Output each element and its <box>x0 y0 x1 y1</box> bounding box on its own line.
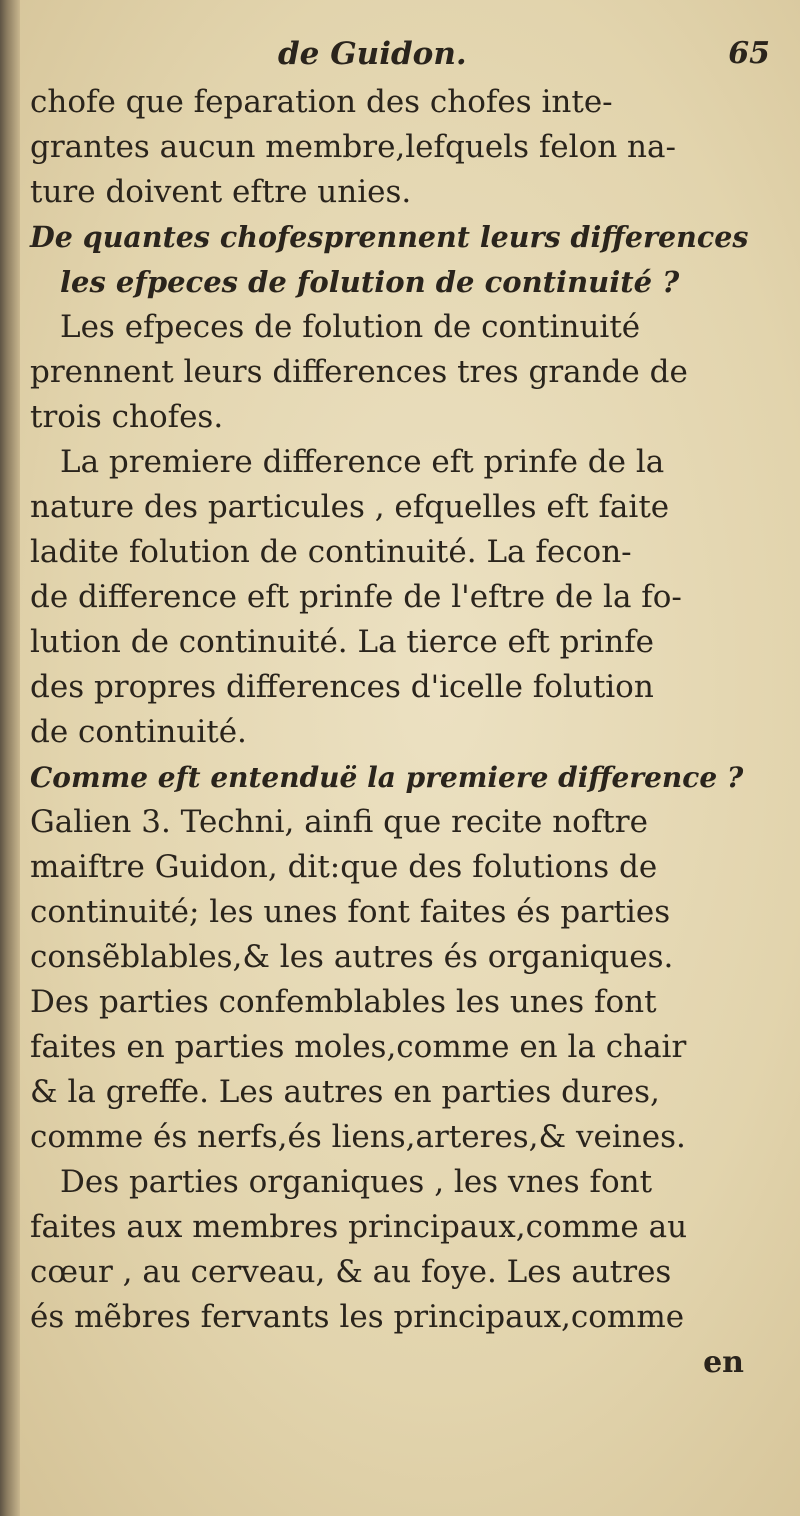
text-line: ladite folution de continuité. La fecon- <box>30 534 632 570</box>
running-title: de Guidon. <box>278 36 467 72</box>
text-line: de continuité. <box>30 714 247 750</box>
catchword-row <box>30 1340 750 1385</box>
text-line: des propres differences d'icelle folution <box>30 669 654 705</box>
text-line: prennent leurs differences tres grande de <box>30 354 688 390</box>
text-line: és mẽbres fervants les principaux,comme <box>30 1299 685 1335</box>
page-number: 65 <box>728 36 770 71</box>
page-gutter <box>0 0 20 1516</box>
page-header <box>30 30 780 82</box>
text-line: continuité; les unes font faites és parties <box>30 894 671 930</box>
text-line: Des parties confemblables les unes font <box>30 984 657 1020</box>
text-line: grantes aucun membre,lefquels felon na- <box>30 129 676 165</box>
text-line: maiftre Guidon, dit:que des folutions de <box>30 849 658 885</box>
text-line: consẽblables,& les autres és organiques. <box>30 939 674 975</box>
text-line: nature des particules , efquelles eft faite <box>30 489 670 525</box>
text-line: de difference eft prinfe de l'eftre de la fo- <box>30 579 682 615</box>
text-line: & la greffe. Les autres en parties dures, <box>30 1074 660 1110</box>
text-line: cœur , au cerveau, & au foye. Les autres <box>30 1254 672 1290</box>
text-line: lution de continuité. La tierce eft prinfe <box>30 624 655 660</box>
text-line: comme és nerfs,és liens,arteres,& veines. <box>30 1119 686 1155</box>
question-heading: Comme eft entenduë la premiere difference ? <box>30 761 744 794</box>
text-line: faites aux membres principaux,comme au <box>30 1209 688 1245</box>
text-line: trois chofes. <box>30 399 224 435</box>
text-line: faites en parties moles,comme en la chair <box>30 1029 687 1065</box>
question-heading: De quantes chofesprennent leurs differences <box>30 220 749 254</box>
text-line: La premiere difference eft prinfe de la <box>60 444 665 480</box>
text-line: Des parties organiques , les vnes font <box>60 1164 653 1200</box>
text-line: chofe que feparation des chofes inte- <box>30 84 613 120</box>
text-line: ture doivent eftre unies. <box>30 174 412 210</box>
question-heading: les efpeces de folution de continuité ? <box>60 265 680 299</box>
text-line: Galien 3. Techni, ainfi que recite noftre <box>30 804 648 840</box>
text-block <box>30 80 750 1385</box>
text-line: Les efpeces de folution de continuité <box>60 309 641 345</box>
catchword: en <box>703 1345 744 1380</box>
